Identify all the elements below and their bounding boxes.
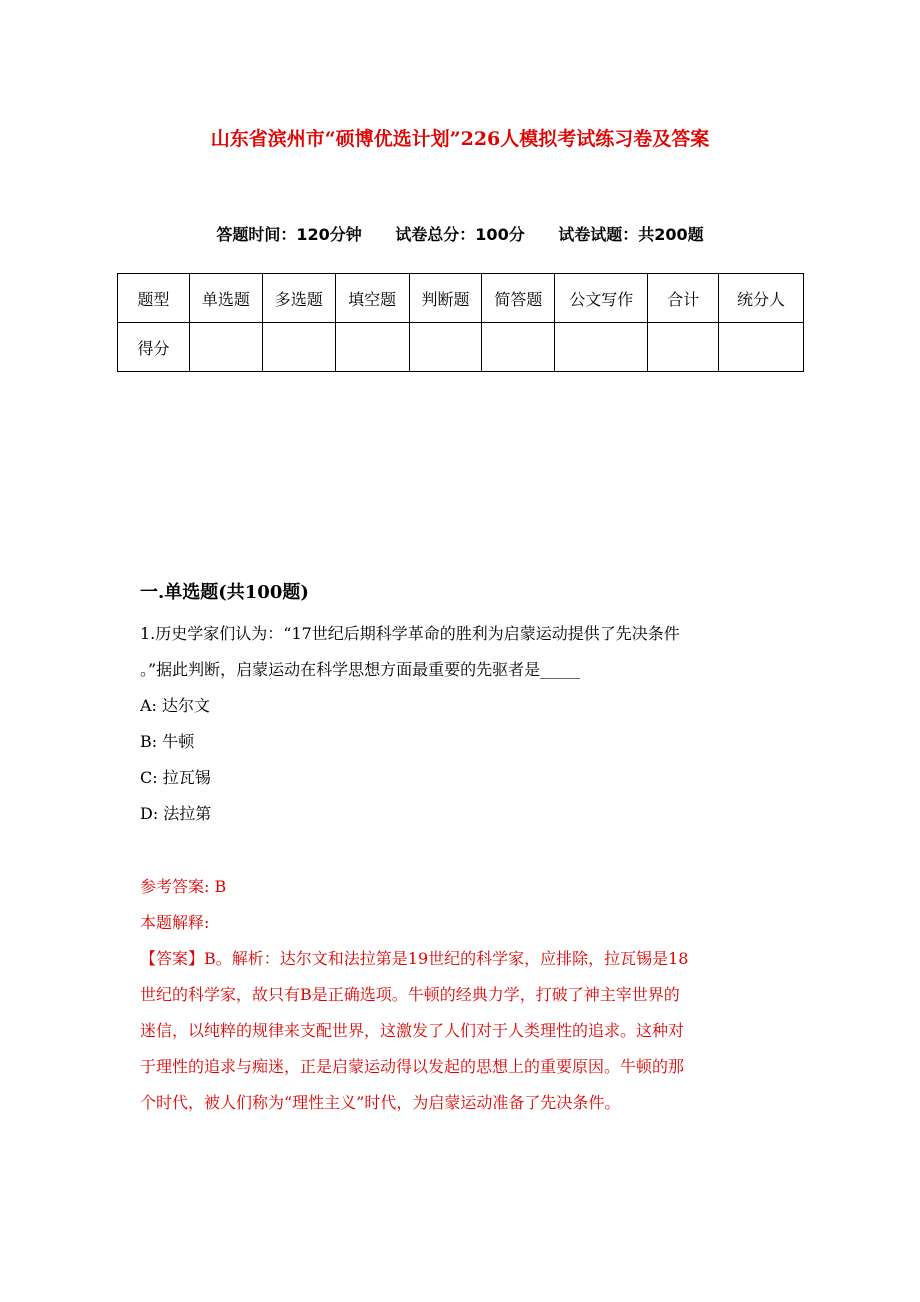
explanation-text: 个时代，被人们称为“理性主义”时代，为启蒙运动准备了先决条件。 — [140, 1093, 621, 1112]
question-text: 1.历史学家们认为：“17世纪后期科学革命的胜利为启蒙运动提供了先决条件 — [140, 624, 680, 643]
exam-meta — [0, 222, 920, 245]
header-cell: 填空题 — [335, 274, 409, 323]
score-table — [117, 273, 804, 372]
score-cell — [262, 323, 335, 372]
header-cell: 公文写作 — [555, 274, 648, 323]
question-text: 。”据此判断，启蒙运动在科学思想方面最重要的先驱者是_____ — [140, 660, 581, 679]
option-c: C: 拉瓦锡 — [140, 768, 211, 787]
header-cell: 判断题 — [409, 274, 482, 323]
option-d: D: 法拉第 — [140, 804, 212, 823]
section-heading: 一.单选题(共100题) — [140, 582, 309, 603]
header-cell: 合计 — [648, 274, 719, 323]
explanation-text: 世纪的科学家，故只有B是正确选项。牛顿的经典力学，打破了神主宰世界的 — [140, 985, 680, 1004]
header-cell: 简答题 — [482, 274, 555, 323]
document-title: 山东省滨州市“硕博优选计划”226人模拟考试练习卷及答案 — [210, 128, 710, 150]
row-label: 得分 — [118, 323, 190, 372]
explanation-text: 迷信，以纯粹的规律来支配世界，这激发了人们对于人类理性的追求。这种对 — [140, 1021, 685, 1040]
exam-question-count: 试卷试题：共200题 — [558, 225, 704, 244]
header-cell: 统分人 — [719, 274, 804, 323]
score-cell — [189, 323, 262, 372]
score-cell — [482, 323, 555, 372]
score-table-header — [118, 274, 804, 323]
score-cell — [335, 323, 409, 372]
option-a: A: 达尔文 — [140, 696, 211, 715]
score-cell — [555, 323, 648, 372]
explanation-text: 于理性的追求与痴迷，正是启蒙运动得以发起的思想上的重要原因。牛顿的那 — [140, 1057, 685, 1076]
score-cell — [648, 323, 719, 372]
header-cell: 题型 — [118, 274, 190, 323]
header-cell: 多选题 — [262, 274, 335, 323]
explanation-label: 本题解释: — [140, 913, 210, 932]
reference-answer: 参考答案: B — [140, 877, 227, 896]
score-row — [118, 323, 804, 372]
exam-time: 答题时间：120分钟 — [216, 225, 362, 244]
explanation-text: 【答案】B。解析：达尔文和法拉第是19世纪的科学家，应排除，拉瓦锡是18 — [140, 949, 689, 968]
score-cell — [409, 323, 482, 372]
exam-total-score: 试卷总分：100分 — [395, 225, 525, 244]
score-cell — [719, 323, 804, 372]
option-b: B: 牛顿 — [140, 732, 195, 751]
header-cell: 单选题 — [189, 274, 262, 323]
